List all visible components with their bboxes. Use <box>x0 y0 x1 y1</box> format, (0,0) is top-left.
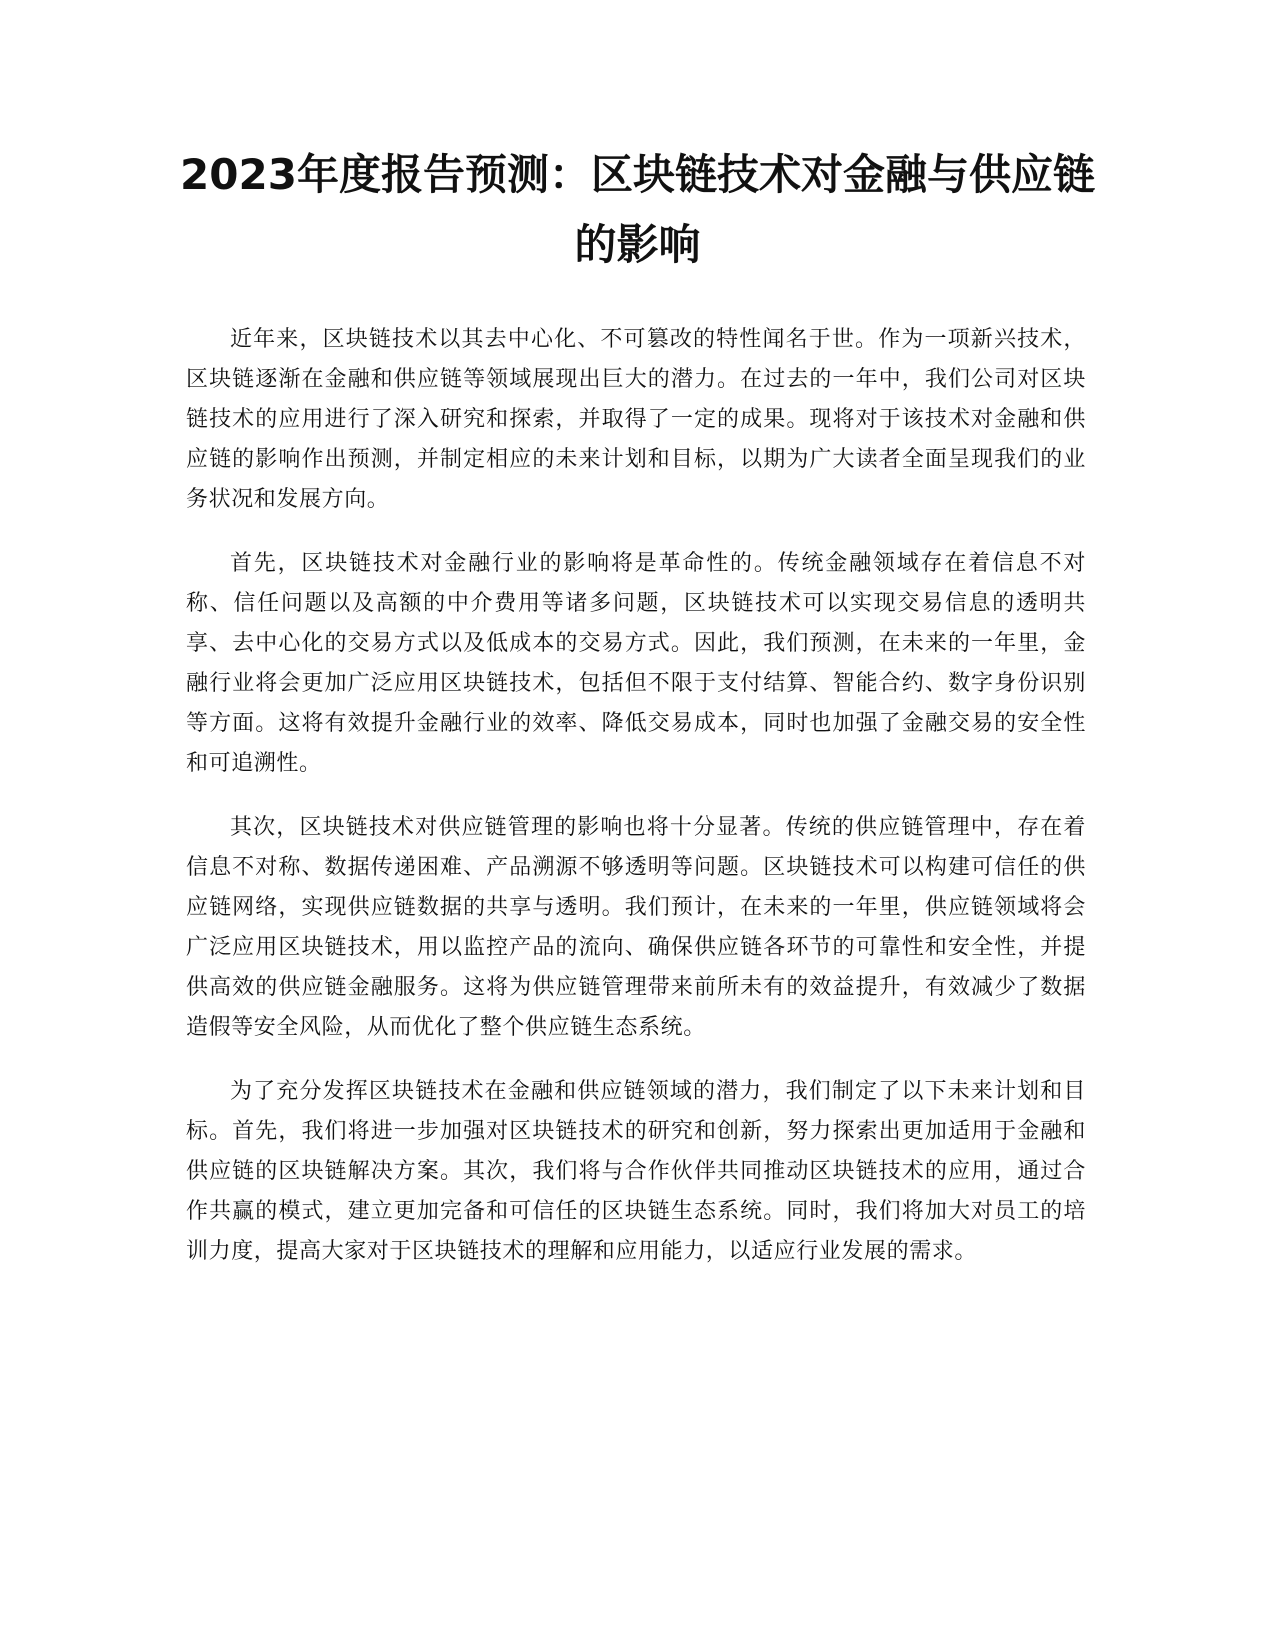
paragraph-supply-chain: 其次，区块链技术对供应链管理的影响也将十分显著。传统的供应链管理中，存在着信息不对称、数据传递困难、产品溯源不够透明等问题。区块链技术可以构建可信任的供应链网络，实现供应链数据的共享与透明。我们预计，在未来的一年里，供应链领域将会广泛应用区块链技术，用以监控产品的流向、确保供应链各环节的可靠性和安全性，并提供高效的供应链金融服务。这将为供应链管理带来前所未有的效益提升，有效减少了数据造假等安全风险，从而优化了整个供应链生态系统。 <box>186 815 1086 1040</box>
paragraph-intro: 近年来，区块链技术以其去中心化、不可篡改的特性闻名于世。作为一项新兴技术，区块链逐渐在金融和供应链等领域展现出巨大的潜力。在过去的一年中，我们公司对区块链技术的应用进行了深入研究和探索，并取得了一定的成果。现将对于该技术对金融和供应链的影响作出预测，并制定相应的未来计划和目标，以期为广大读者全面呈现我们的业务状况和发展方向。 <box>186 327 1086 512</box>
document-body <box>186 320 1086 1296</box>
paragraph-plans: 为了充分发挥区块链技术在金融和供应链领域的潜力，我们制定了以下未来计划和目标。首先，我们将进一步加强对区块链技术的研究和创新，努力探索出更加适用于金融和供应链的区块链解决方案。其次，我们将与合作伙伴共同推动区块链技术的应用，通过合作共赢的模式，建立更加完备和可信任的区块链生态系统。同时，我们将加大对员工的培训力度，提高大家对于区块链技术的理解和应用能力，以适应行业发展的需求。 <box>186 1079 1086 1264</box>
paragraph-finance: 首先，区块链技术对金融行业的影响将是革命性的。传统金融领域存在着信息不对称、信任问题以及高额的中介费用等诸多问题，区块链技术可以实现交易信息的透明共享、去中心化的交易方式以及低成本的交易方式。因此，我们预测，在未来的一年里，金融行业将会更加广泛应用区块链技术，包括但不限于支付结算、智能合约、数字身份识别等方面。这将有效提升金融行业的效率、降低交易成本，同时也加强了金融交易的安全性和可追溯性。 <box>186 551 1086 776</box>
document-title: 2023年度报告预测：区块链技术对金融与供应链的影响 <box>180 150 1095 269</box>
